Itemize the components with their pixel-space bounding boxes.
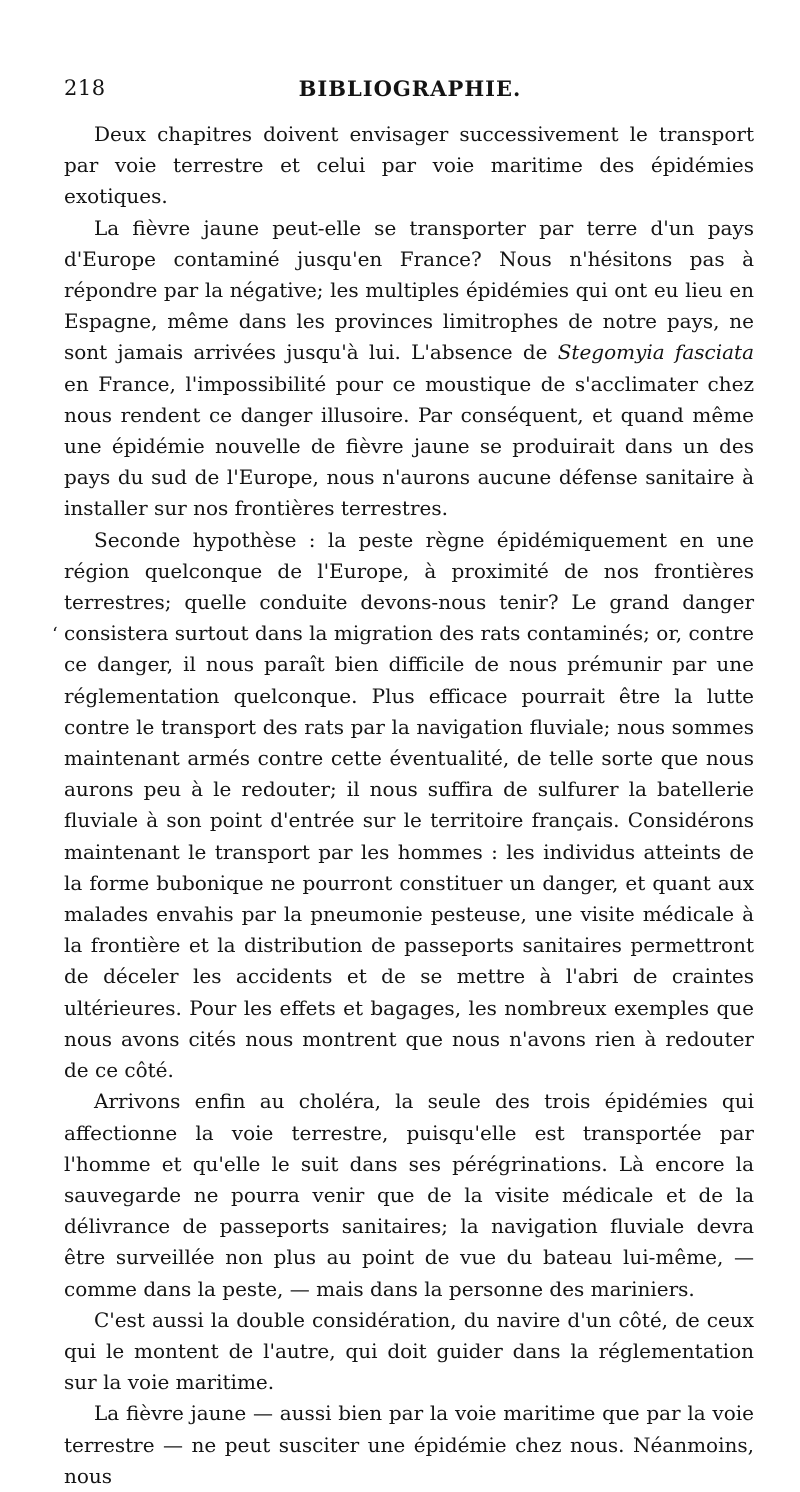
paragraph-maritime-regulation: C'est aussi la double considération, du navire d'un côté, de ceux qui le montent de l'autre, qui doit guider dans la réglementation sur la voie maritime. bbox=[64, 1307, 754, 1395]
paragraph-plague-hypothesis: Seconde hypothèse : la peste règne épidémiquement en une région quelconque de l'Europe, à proximité de nos frontières terrestres; quelle conduite devons-nous tenir? Le grand danger consistera surtout dans la migration des rats contaminés; or, contre ce danger, il nous paraît bien difficile de nous prémunir par une réglementation quelconque. Plus efficace pourrait être la lutte contre le transport des rats par la navigation fluviale; nous sommes maintenant armés contre cette éventualité, de telle sorte que nous aurons peu à le redouter; il nous suffira de sulfurer la batellerie fluviale à son point d'entrée sur le territoire français. Considérons maintenant le transport par les hommes : les individus atteints de la forme bubonique ne pourront constituer un danger, et quant aux malades envahis par la pneumonie pesteuse, une visite médicale à la frontière et la distribution de passeports sanitaires permettront de déceler les accidents et de se mettre à l'abri de craintes ultérieures. Pour les effets et bagages, les nombreux exemples que nous avons cités nous montrent que nous n'avons rien à redouter de ce côté. bbox=[64, 527, 754, 1083]
body-text bbox=[64, 119, 754, 1492]
page-header bbox=[64, 76, 756, 106]
margin-mark: ‘ bbox=[52, 624, 58, 645]
paragraph-text-after-species: en France, l'impossibilité pour ce moustique de s'acclimater chez nous rendent ce danger illusoire. Par conséquent, et quand même une épidémie nouvelle de fièvre jaune se produirait dans un des pays du sud de l'Europe, nous n'aurons aucune défense sanitaire à installer sur nos frontières terrestres. bbox=[64, 371, 754, 521]
paragraph-yellow-fever-conclusion: La fièvre jaune — aussi bien par la voie maritime que par la voie terrestre — ne peut susciter une épidémie chez nous. Néanmoins, nous bbox=[64, 1401, 754, 1488]
paragraph-cholera: Arrivons enfin au choléra, la seule des trois épidémies qui affectionne la voie terrestre, puisqu'elle est transportée par l'homme et qu'elle le suit dans ses pérégrinations. Là encore la sauvegarde ne pourra venir que de la visite médicale et de la délivrance de passeports sanitaires; la navigation fluviale devra être surveillée non plus au point de vue du bateau lui-même, — comme dans la peste, — mais dans la personne des mariniers. bbox=[64, 1089, 754, 1301]
page-number: 218 bbox=[64, 76, 106, 100]
species-name: Stegomyia fasciata bbox=[557, 340, 755, 365]
paragraph-text-before-species: La fièvre jaune peut-elle se transporter par terre d'un pays d'Europe contaminé jusqu'en France? Nous n'hésitons pas à répondre par la négative; les multiples épidémies qui ont eu lieu en Espagne, même dans les provinces limitrophes de notre pays, ne sont jamais arrivées jusqu'à lui. L'absence de bbox=[64, 215, 754, 365]
paragraph-yellow-fever-land bbox=[64, 213, 754, 525]
running-title: BIBLIOGRAPHIE. bbox=[298, 76, 522, 101]
paragraph-transport-chapters: Deux chapitres doivent envisager successivement le transport par voie terrestre et celui par voie maritime des épidémies exotiques. bbox=[64, 122, 754, 209]
